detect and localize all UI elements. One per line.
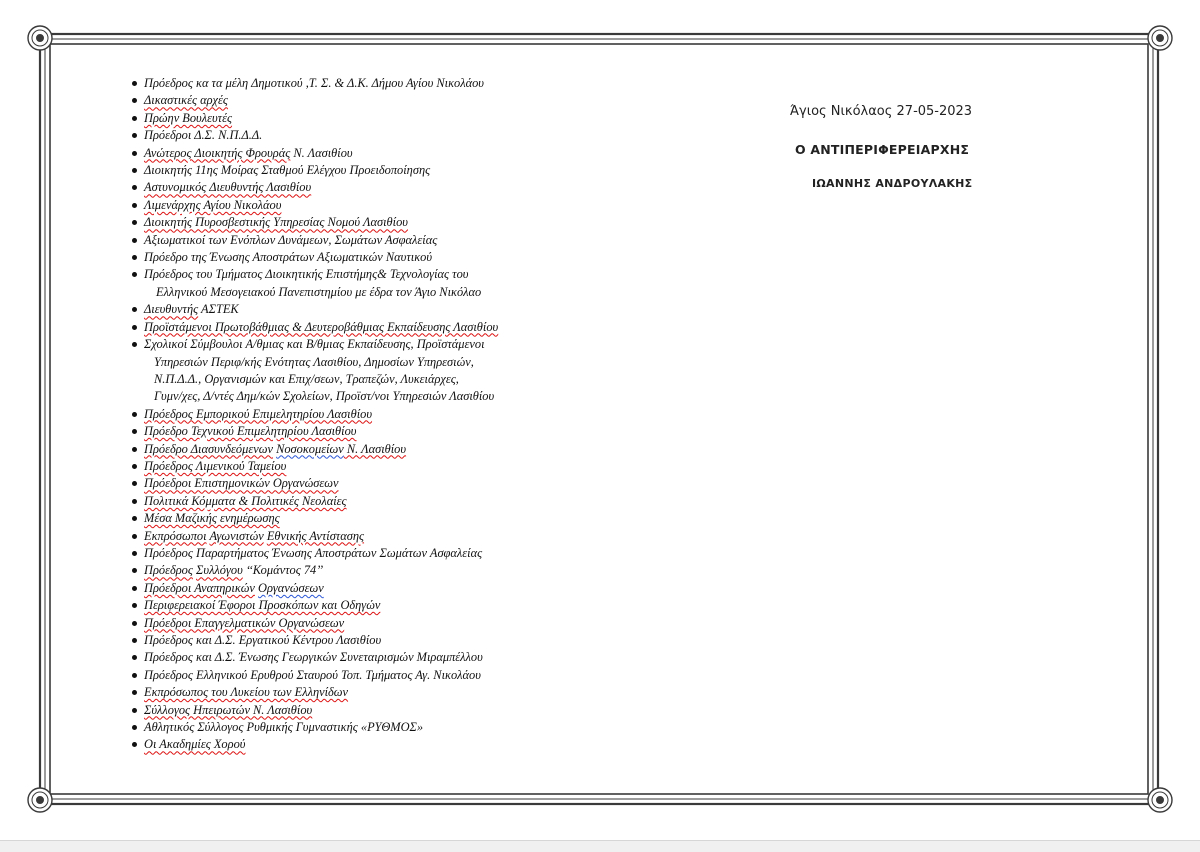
- recipient-item: [128, 684, 748, 701]
- recipient-item: [128, 545, 748, 562]
- recipient-item: [128, 632, 748, 649]
- recipient-text: Ν. Λασιθίου: [290, 145, 353, 160]
- recipient-item: [128, 667, 748, 684]
- recipient-item: [128, 441, 748, 458]
- recipient-text: Προϊστάμενοι Πρωτοβάθμιας & Δευτεροβάθμιας Εκπαίδευσης Λασιθίου: [144, 319, 499, 334]
- recipient-text: Πρόεδρος του Τμήματος Διοικητικής Επιστήμης& Τεχνολογίας του: [144, 267, 469, 282]
- recipient-item: [128, 249, 748, 266]
- recipient-text: Σύλλογος Ηπειρωτών Ν. Λασιθίου: [144, 702, 313, 717]
- recipient-text: Μέσα Μαζικής ενημέρωσης: [144, 511, 280, 526]
- recipient-item: [128, 406, 748, 423]
- recipient-text: Πολιτικά Κόμματα & Πολιτικές Νεολαίες: [144, 493, 347, 508]
- recipient-text: Ανώτερος Διοικητής Φρουράς: [144, 145, 291, 160]
- recipient-text: Εθνικής Αντίστασης: [266, 528, 365, 543]
- recipient-text: Αστυνομικός Διευθυντής Λασιθίου: [144, 180, 312, 195]
- recipient-item: [128, 493, 748, 510]
- recipient-item: [128, 736, 748, 753]
- recipient-text: Διοικητής 11ης Μοίρας Σταθμού Ελέγχου Προειδοποίησης: [144, 163, 431, 178]
- recipient-text: Πρόεδρος Παραρτήματος Ένωσης Αποστράτων Σωμάτων Ασφαλείας: [144, 545, 483, 560]
- recipients-list: [128, 75, 748, 754]
- recipient-text: Νοσοκομείων: [276, 441, 344, 456]
- recipient-item: [128, 319, 748, 336]
- recipient-text: Πρόεδρος: [144, 563, 193, 578]
- recipient-text: Πρώην Βουλευτές: [144, 110, 233, 125]
- sender-name: ΙΩΑΝΝΗΣ ΑΝΔΡΟΥΛΑΚΗΣ: [812, 177, 973, 190]
- recipient-text: Αξιωματικοί των Ενόπλων Δυνάμεων, Σωμάτων Ασφαλείας: [144, 232, 438, 247]
- recipient-text: Πρόεδρο της Ένωσης Αποστράτων Αξιωματικών Ναυτικού: [144, 250, 433, 265]
- recipient-text: Πρόεδροι Επιστημονικών Οργανώσεων: [144, 476, 339, 491]
- recipient-continuation-line: [144, 284, 748, 301]
- recipient-item: [128, 301, 748, 318]
- recipient-continuation-line: [144, 388, 748, 405]
- recipient-text: Λιμενάρχης Αγίου Νικολάου: [144, 197, 282, 212]
- recipient-item: [128, 336, 748, 406]
- recipient-item: [128, 423, 748, 440]
- recipient-text: Γυμν/χες, Δ/ντές Δημ/κών Σχολείων, Προϊστ/νοι Υπηρεσιών Λασιθίου: [154, 389, 495, 404]
- recipient-text: Πρόεδρος και Δ.Σ. Εργατικού Κέντρου Λασιθίου: [144, 633, 382, 647]
- recipient-item: [128, 197, 748, 214]
- corner-ornament-top-right: [1148, 26, 1172, 50]
- corner-ornament-bottom-left: [28, 788, 52, 812]
- recipient-text: Πρόεδροι Αναπηρικών: [144, 580, 255, 595]
- recipient-text: Ν. Λασιθίου: [343, 441, 407, 456]
- recipient-item: [128, 649, 748, 666]
- recipient-item: [128, 145, 748, 162]
- recipient-item: [128, 179, 748, 196]
- recipient-item: [128, 92, 748, 109]
- recipient-text: Περιφερειακοί Έφοροι Προσκόπων και Οδηγών: [144, 598, 381, 613]
- recipient-text: Πρόεδρος Ελληνικού Ερυθρού Σταυρού Τοπ. Τμήματος Αγ. Νικολάου: [144, 667, 481, 682]
- recipient-text: Ελληνικού Μεσογειακού Πανεπιστημίου με έδρα τον Άγιο Νικόλαο: [156, 284, 482, 299]
- sender-title: Ο ΑΝΤΙΠΕΡΙΦΕΡΕΙΑΡΧΗΣ: [795, 142, 970, 157]
- recipient-text: Εκπρόσωποι: [144, 528, 207, 543]
- recipient-item: [128, 562, 748, 579]
- recipient-text: ‘‘Κομάντος 74’’: [242, 563, 324, 578]
- recipient-text: Διευθυντής: [144, 302, 199, 317]
- recipient-continuation-line: [144, 354, 748, 371]
- recipient-item: [128, 458, 748, 475]
- recipient-text: ΑΣΤΕΚ: [198, 302, 239, 317]
- viewer-bottom-strip: [0, 840, 1200, 852]
- recipient-continuation-line: [144, 371, 748, 388]
- recipient-text: Συλλόγου: [196, 563, 243, 578]
- corner-ornament-top-left: [28, 26, 52, 50]
- recipient-text: Πρόεδροι Επαγγελματικών Οργανώσεων: [144, 615, 345, 630]
- recipient-text: Πρόεδρος Λιμενικού Ταμείου: [144, 458, 287, 473]
- recipient-text: Πρόεδρος κα τα μέλη Δημοτικού ,Τ. Σ. & Δ.Κ. Δήμου Αγίου Νικολάου: [144, 76, 484, 90]
- recipient-item: [128, 162, 748, 179]
- recipient-item: [128, 510, 748, 527]
- recipient-item: [128, 580, 748, 597]
- recipient-item: [128, 232, 748, 249]
- recipient-text: Αθλητικός Σύλλογος Ρυθμικής Γυμναστικής «ΡΥΘΜΟΣ»: [144, 720, 424, 735]
- recipient-text: Οργανώσεων: [258, 580, 324, 595]
- place-and-date: Άγιος Νικόλαος 27-05-2023: [790, 104, 973, 119]
- recipient-text: Δικαστικές αρχές: [144, 93, 228, 108]
- recipient-text: Αγωνιστών: [209, 528, 264, 543]
- recipient-text: Εκπρόσωπος του Λυκείου των Ελληνίδων: [144, 685, 349, 700]
- recipient-item: [128, 266, 748, 301]
- recipient-item: [128, 75, 748, 92]
- recipient-text: Σχολικοί Σύμβουλοι Α/θμιας και Β/θμιας Εκπαίδευσης, Προϊστάμενοι: [144, 337, 485, 352]
- recipient-text: Πρόεδρο Τεχνικού Επιμελητηρίου Λασιθίου: [144, 424, 357, 439]
- recipient-text: Υπηρεσιών Περιφ/κής Ενότητας Λασιθίου, Δημοσίων Υπηρεσιών,: [154, 354, 474, 369]
- recipient-text: Πρόεδρος Εμπορικού Επιμελητηρίου Λασιθίου: [144, 406, 373, 421]
- recipient-text: Οι Ακαδημίες Χορού: [144, 737, 246, 752]
- recipient-item: [128, 719, 748, 736]
- recipient-item: [128, 597, 748, 614]
- recipient-text: Ν.Π.Δ.Δ., Οργανισμών και Επιχ/σεων, Τραπεζών, Λυκειάρχες,: [154, 371, 459, 386]
- recipient-text: Πρόεδρο Διασυνδεόμενων: [144, 441, 273, 456]
- corner-ornament-bottom-right: [1148, 788, 1172, 812]
- recipient-item: [128, 702, 748, 719]
- recipient-item: [128, 214, 748, 231]
- recipient-item: [128, 110, 748, 127]
- recipient-item: [128, 615, 748, 632]
- recipient-item: [128, 127, 748, 144]
- recipient-text: Πρόεδρος και Δ.Σ. Ένωσης Γεωργικών Συνεταιρισμών Μιραμπέλλου: [144, 650, 483, 665]
- recipient-text: Πρόεδροι Δ.Σ. Ν.Π.Δ.Δ.: [144, 128, 263, 143]
- recipient-item: [128, 475, 748, 492]
- recipient-text: Διοικητής Πυροσβεστικής Υπηρεσίας Νομού Λασιθίου: [144, 215, 408, 230]
- recipient-item: [128, 528, 748, 545]
